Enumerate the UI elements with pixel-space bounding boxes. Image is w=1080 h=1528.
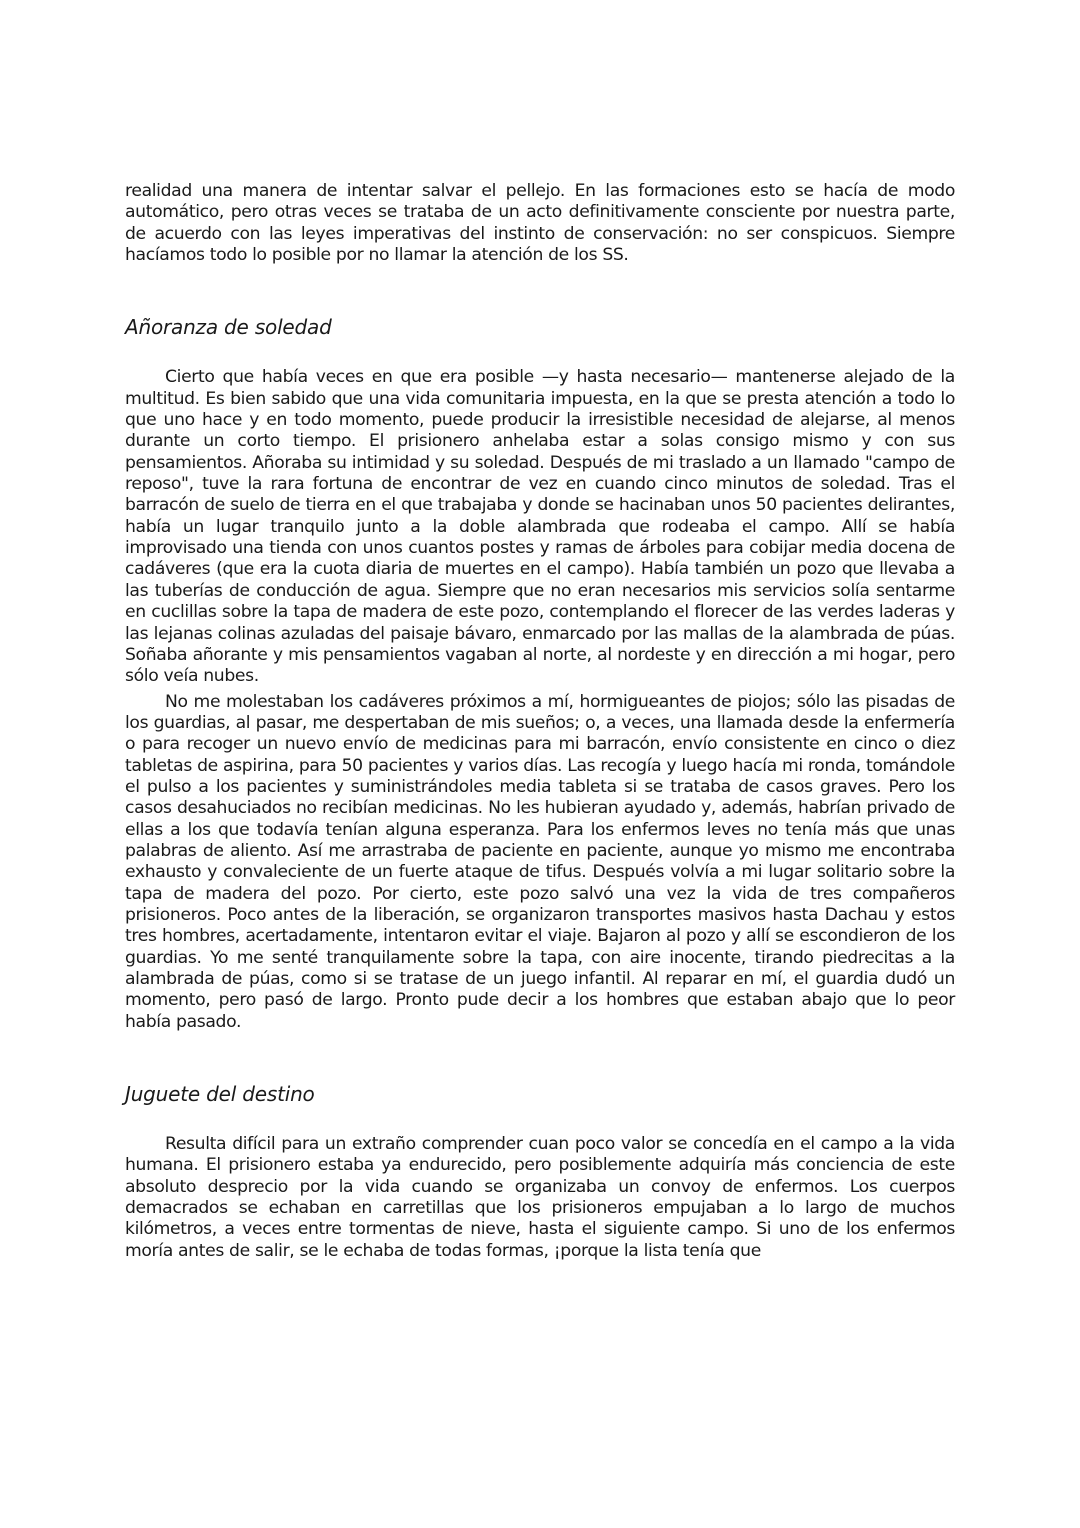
heading-spacer: [125, 339, 955, 367]
section-spacer: [125, 1033, 955, 1082]
document-page: [125, 181, 955, 1262]
section-heading: Juguete del destino: [125, 1082, 315, 1107]
paragraph: Resulta difícil para un extraño comprender cuan poco valor se concedía en el campo a la vida humana. El prisionero estaba ya endurecido, pero posiblemente adquiría más conciencia de este absoluto desprecio por la vida cuando se organizaba un convoy de enfermos. Los cuerpos demacrados se echaban en carretillas que los prisioneros empujaban a lo largo de muchos kilómetros, a veces entre tormentas de nieve, hasta el siguiente campo. Si uno de los enfermos moría antes de salir, se le echaba de todas formas, ¡porque la lista tenía que: [125, 1134, 955, 1261]
heading-spacer: [125, 1106, 955, 1134]
section-heading: Añoranza de soledad: [125, 315, 332, 340]
opening-paragraph: realidad una manera de intentar salvar el pellejo. En las formaciones esto se hacía de modo automático, pero otras veces se trataba de un acto definitivamente consciente por nuestra parte, de acuerdo con las leyes imperativas del instinto de conservación: no ser conspicuos. Siempre hacíamos todo lo posible por no llamar la atención de los SS.: [125, 181, 955, 266]
section-spacer: [125, 266, 955, 315]
section-anoranza-de-soledad: [125, 315, 955, 1033]
section-juguete-del-destino: [125, 1082, 955, 1262]
paragraph: Cierto que había veces en que era posible —y hasta necesario— mantenerse alejado de la multitud. Es bien sabido que una vida comunitaria impuesta, en la que se presta atención a todo lo que uno hace y en todo momento, puede producir la irresistible necesidad de alejarse, al menos durante un corto tiempo. El prisionero anhelaba estar a solas consigo mismo y con sus pensamientos. Añoraba su intimidad y su soledad. Después de mi traslado a un llamado "campo de reposo", tuve la rara fortuna de encontrar de vez en cuando cinco minutos de soledad. Tras el barracón de suelo de tierra en el que trabajaba y donde se hacinaban unos 50 pacientes delirantes, había un lugar tranquilo junto a la doble alambrada que rodeaba el campo. Allí se había improvisado una tienda con unos cuantos postes y ramas de árboles para cobijar media docena de cadáveres (que era la cuota diaria de muertes en el campo). Había también un pozo que llevaba a las tuberías de conducción de agua. Siempre que no eran necesarios mis servicios solía sentarme en cuclillas sobre la tapa de madera de este pozo, contemplando el florecer de las verdes laderas y las lejanas colinas azuladas del paisaje bávaro, enmarcado por las mallas de la alambrada de púas. Soñaba añorante y mis pensamientos vagaban al norte, al nordeste y en dirección a mi hogar, pero sólo veía nubes.: [125, 367, 955, 687]
paragraph: No me molestaban los cadáveres próximos a mí, hormigueantes de piojos; sólo las pisadas de los guardias, al pasar, me despertaban de mis sueños; o, a veces, una llamada desde la enfermería o para recoger un nuevo envío de medicinas para mi barracón, envío consistente en cinco o diez tabletas de aspirina, para 50 pacientes y varios días. Las recogía y luego hacía mi ronda, tomándole el pulso a los pacientes y suministrándoles media tableta si se trataba de casos graves. Pero los casos desahuciados no recibían medicinas. No les hubieran ayudado y, además, habrían privado de ellas a los que todavía tenían alguna esperanza. Para los enfermos leves no tenía más que unas palabras de aliento. Así me arrastraba de paciente en paciente, aunque yo mismo me encontraba exhausto y convaleciente de un fuerte ataque de tifus. Después volvía a mi lugar solitario sobre la tapa de madera del pozo. Por cierto, este pozo salvó una vez la vida de tres compañeros prisioneros. Poco antes de la liberación, se organizaron transportes masivos hasta Dachau y estos tres hombres, acertadamente, intentaron evitar el viaje. Bajaron al pozo y allí se escondieron de los guardias. Yo me senté tranquilamente sobre la tapa, con aire inocente, tirando piedrecitas a la alambrada de púas, como si se tratase de un juego infantil. Al reparar en mí, el guardia dudó un momento, pero pasó de largo. Pronto pude decir a los hombres que estaban abajo que lo peor había pasado.: [125, 691, 955, 1032]
